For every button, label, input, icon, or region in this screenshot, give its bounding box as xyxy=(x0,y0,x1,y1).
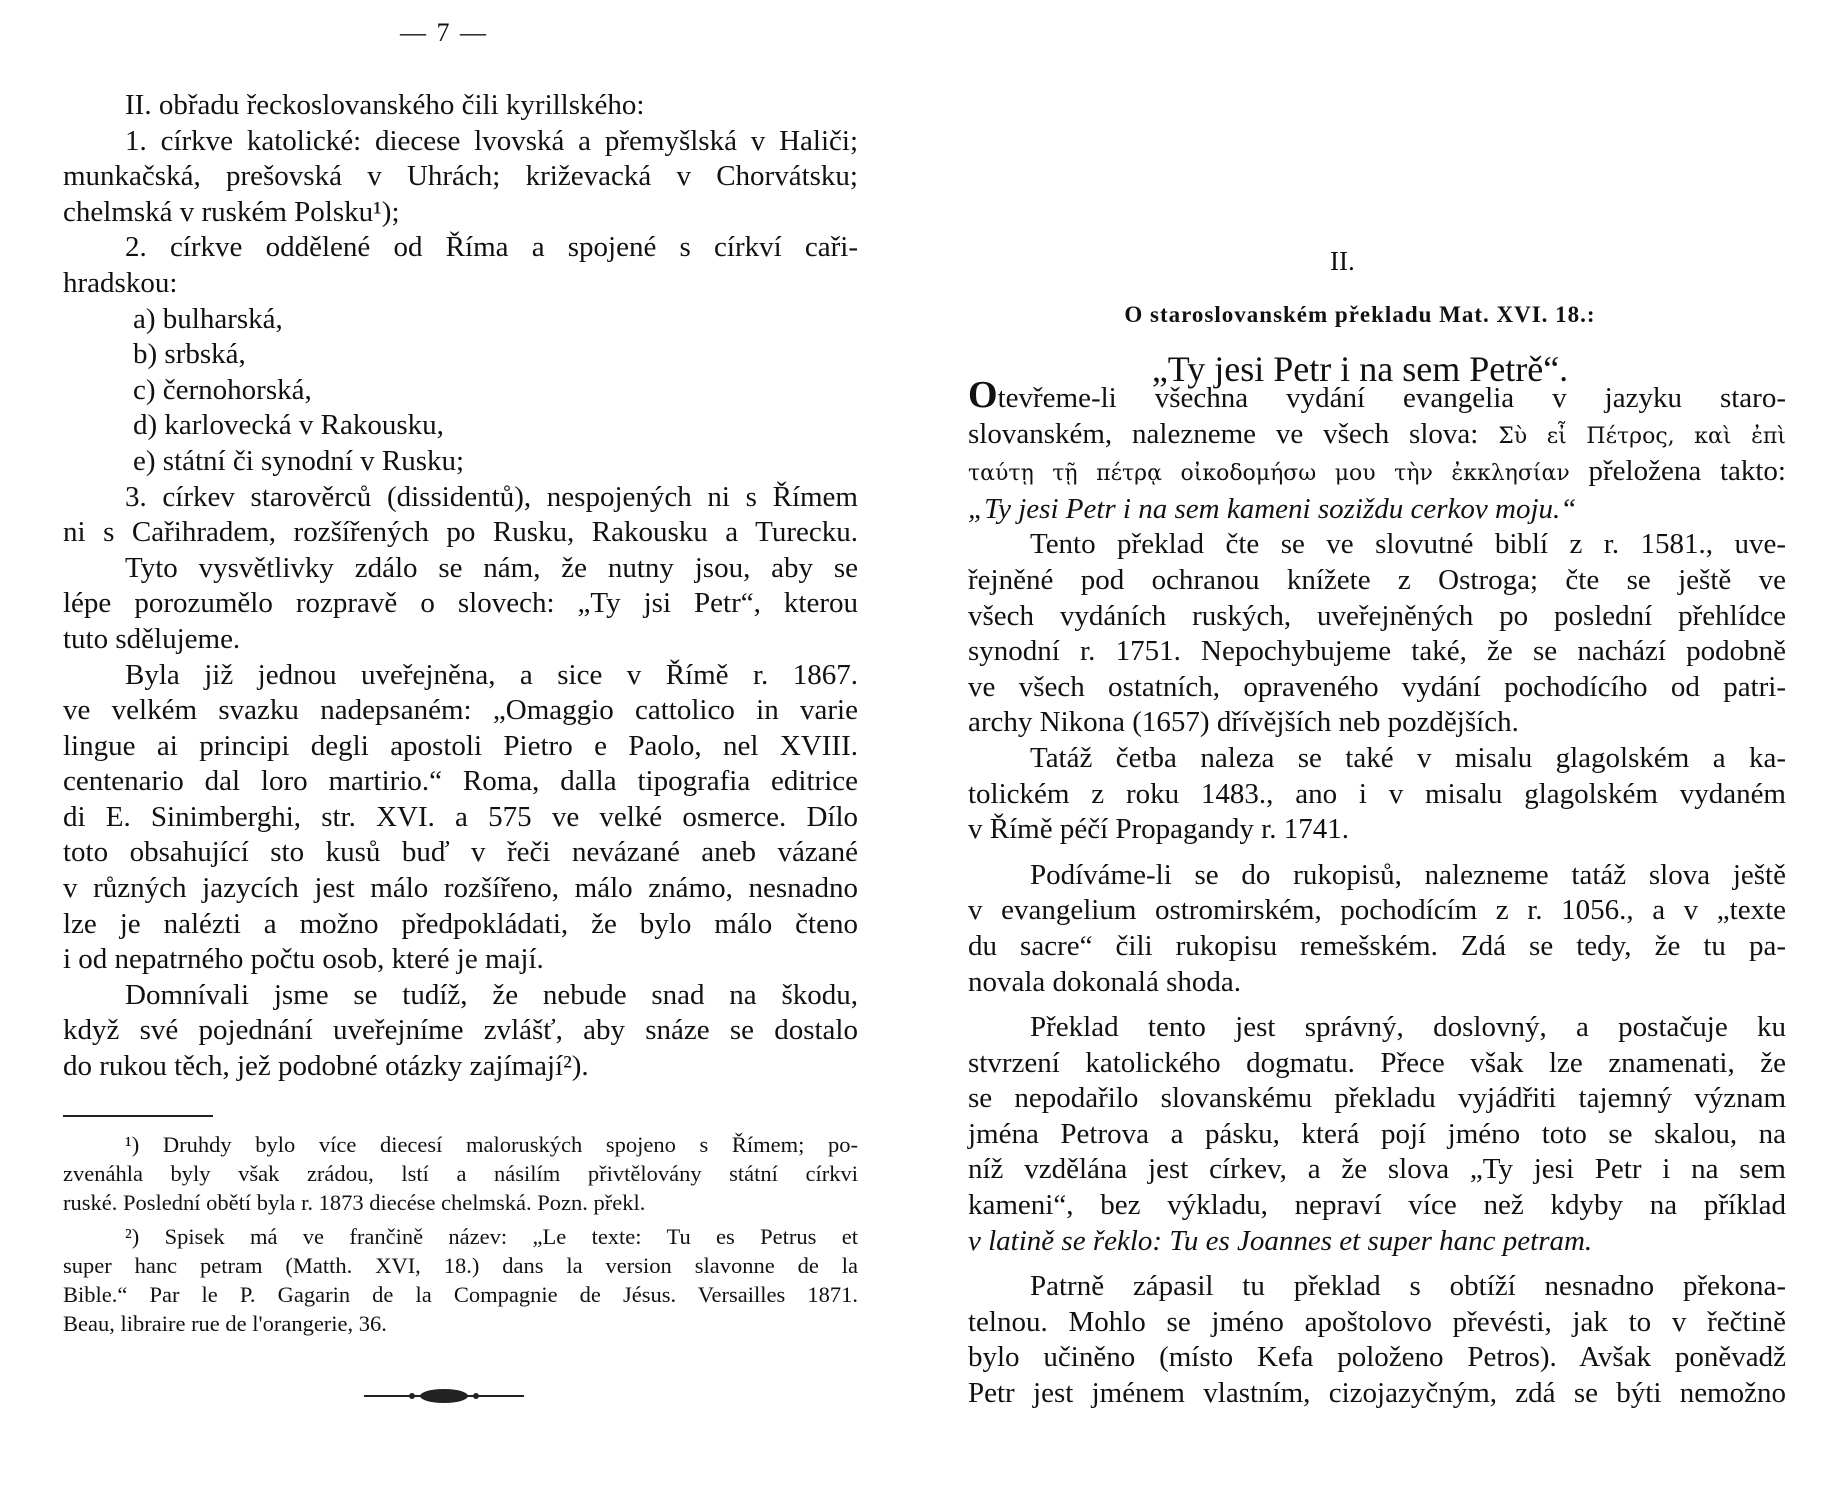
text-line xyxy=(968,417,1786,455)
text-line: bylo učiněno (místo Kefa položeno Petros). Avšak poněvadž xyxy=(968,1341,1786,1374)
text-line: jména Petrova a pásku, která pojí jméno toto se skalou, na xyxy=(968,1117,1786,1150)
greek-text: ταύτῃ τῇ πέτρᾳ οἰκοδομήσω μου τὴν ἐκκλησίαν xyxy=(968,461,1570,487)
text-fragment: přeložena takto: xyxy=(1588,455,1786,488)
footnote-2 xyxy=(63,1222,858,1338)
text-line: v evangelium ostromirském, pochodícím z r. 1056., a v „texte xyxy=(968,894,1786,927)
text-line: v různých jazycích jest málo rozšířeno, málo známo, nesnadno xyxy=(63,872,858,905)
text-line: centenario dal loro martirio.“ Roma, dalla tipografia editrice xyxy=(63,765,858,798)
text-line xyxy=(968,374,1786,417)
text-line: ¹) Druhdy bylo více diecesí maloruských spojeno s Římem; po- xyxy=(125,1132,858,1157)
section-number: II. xyxy=(1330,246,1355,276)
text-line: toto obsahující sto kusů buď v řeči nevázané aneb vázané xyxy=(63,836,858,869)
text-line: Bible.“ Par le P. Gagarin de la Compagnie de Jésus. Versailles 1871. xyxy=(63,1282,858,1307)
text-line: hradskou: xyxy=(63,266,178,299)
text-line: Domnívali jsme se tudíž, že nebude snad na škodu, xyxy=(125,978,858,1011)
text-line: Podíváme-li se do rukopisů, nalezneme tatáž slova ještě xyxy=(1030,858,1786,891)
text-line: ve velkém svazku nadepsaném: „Omaggio cattolico in varie xyxy=(63,694,858,727)
text-line: c) černohorská, xyxy=(133,373,312,406)
text-fragment: tevřeme-li všechna vydání evangelia v jazyku staro- xyxy=(997,382,1786,414)
text-line: e) státní či synodní v Rusku; xyxy=(133,444,465,477)
section-subtitle: O staroslovanském překladu Mat. XVI. 18.: xyxy=(1124,302,1596,327)
text-line: 3. církev starověrců (dissidentů), nespojených ni s Římem xyxy=(125,480,858,513)
text-line: II. obřadu řeckoslovanského čili kyrillského: xyxy=(125,89,645,121)
text-line: „Ty jesi Petr i na sem kameni soziždu cerkov moju.“ xyxy=(968,492,1577,525)
text-line: d) karlovecká v Rakousku, xyxy=(133,409,444,442)
text-line: když své pojednání uveřejníme zvlášť, aby snáze se dostalo xyxy=(63,1014,858,1047)
text-line: lépe porozumělo rozpravě o slovech: „Ty jsi Petr“, kterou xyxy=(63,587,858,620)
text-line: stvrzení katolického dogmatu. Přece však lze znamenati, že xyxy=(968,1046,1786,1079)
text-line: v Římě péčí Propagandy r. 1741. xyxy=(968,813,1349,846)
text-line: di E. Sinimberghi, str. XVI. a 575 ve velké osmerce. Dílo xyxy=(63,800,858,833)
text-line: lingue ai principi degli apostoli Pietro e Paolo, nel XVIII. xyxy=(63,729,858,762)
text-line: lze je nalézti a možno předpokládati, že bylo málo čteno xyxy=(63,907,858,940)
text-line: do rukou těch, jež podobné otázky zajímají²). xyxy=(63,1050,589,1083)
text-line xyxy=(968,454,1786,492)
text-line: kameni“, bez výkladu, nepraví více než kdyby na příklad xyxy=(968,1189,1786,1222)
text-line: všech vydáních ruských, uveřejněných po poslední přehlídce xyxy=(968,599,1786,632)
text-line: ruské. Poslední obětí byla r. 1873 diecése chelmská. Pozn. překl. xyxy=(63,1190,646,1215)
footnote-1 xyxy=(63,1130,858,1217)
text-line: ²) Spisek má ve frančině název: „Le texte: Tu es Petrus et xyxy=(125,1224,858,1249)
text-line: super hanc petram (Matth. XVI, 18.) dans la version slavonne de la xyxy=(63,1253,858,1278)
drop-cap: O xyxy=(968,374,998,416)
text-line: tolickém z roku 1483., ano i v misalu glagolském vydaném xyxy=(968,777,1786,810)
text-line: Beau, libraire rue de l'orangerie, 36. xyxy=(63,1311,387,1336)
text-line: novala dokonalá shoda. xyxy=(968,965,1242,998)
text-line: v latině se řeklo: Tu es Joannes et super hanc petram. xyxy=(968,1224,1593,1257)
text-line: a) bulharská, xyxy=(133,302,283,335)
text-line: archy Nikona (1657) dřívějších neb pozdějších. xyxy=(968,706,1519,739)
text-line: se nepodařilo slovanskému překladu vyjádřiti tajemný význam xyxy=(968,1082,1786,1115)
greek-text: Σὺ εἶ Πέτρος, καὶ ἐπὶ xyxy=(1498,423,1786,449)
left-text-column xyxy=(63,88,858,1085)
text-line: níž vzdělána jest církev, a že slova „Ty jesi Petr i na sem xyxy=(968,1153,1786,1186)
text-line: b) srbská, xyxy=(133,338,246,371)
text-line: zvenáhla byly však zrádou, lstí a násilím přivtělovány státní církvi xyxy=(63,1161,858,1186)
footnote-rule xyxy=(63,1115,213,1117)
text-line: Překlad tento jest správný, doslovný, a postačuje ku xyxy=(1030,1011,1786,1044)
text-line: telnou. Mohlo se jméno apoštolovo převésti, jak to v řečtině xyxy=(968,1305,1786,1338)
text-line: chelmská v ruském Polsku¹); xyxy=(63,195,400,228)
text-line: Petr jest jménem vlastním, cizojazyčným, zdá se býti nemožno xyxy=(968,1377,1786,1410)
text-line: Tento překlad čte se ve slovutné biblí z r. 1581., uve- xyxy=(1030,528,1786,561)
text-line: Tatáž četba naleza se také v misalu glagolském a ka- xyxy=(1030,741,1786,774)
ornament-divider xyxy=(364,1386,524,1406)
text-fragment: slovanském, nalezneme ve všech slova: xyxy=(968,417,1479,450)
text-line: tuto sdělujeme. xyxy=(63,622,241,655)
page-number: — 7 — xyxy=(400,18,488,47)
text-line: synodní r. 1751. Nepochybujeme také, že se nachází podobně xyxy=(968,635,1786,668)
text-line: 2. církve oddělené od Říma a spojené s církví caři- xyxy=(125,231,858,264)
text-line: i od nepatrného počtu osob, které je mají. xyxy=(63,943,544,976)
right-text-column xyxy=(968,374,1786,1412)
text-line: ni s Cařihradem, rozšířených po Rusku, Rakousku a Turecku. xyxy=(63,516,858,549)
text-line: řejněné pod ochranou knížete z Ostroga; čte se ještě ve xyxy=(968,563,1786,596)
text-line: Byla již jednou uveřejněna, a sice v Římě r. 1867. xyxy=(125,658,858,691)
section-title: „Ty jesi Petr i na sem Petrě“. xyxy=(1151,349,1569,389)
text-line: 1. církve katolické: diecese lvovská a přemyšlská v Haliči; xyxy=(125,124,858,157)
text-line: Patrně zápasil tu překlad s obtíží nesnadno překona- xyxy=(1030,1270,1786,1303)
text-line: Tyto vysvětlivky zdálo se nám, že nutny jsou, aby se xyxy=(125,551,858,584)
text-line: munkačská, prešovská v Uhrách; križevacká v Chorvátsku; xyxy=(63,160,858,193)
text-line: du sacre“ čili rukopisu remešském. Zdá se tedy, že tu pa- xyxy=(968,929,1786,962)
text-line: ve všech ostatních, opraveného vydání pochodícího od patri- xyxy=(968,670,1786,703)
